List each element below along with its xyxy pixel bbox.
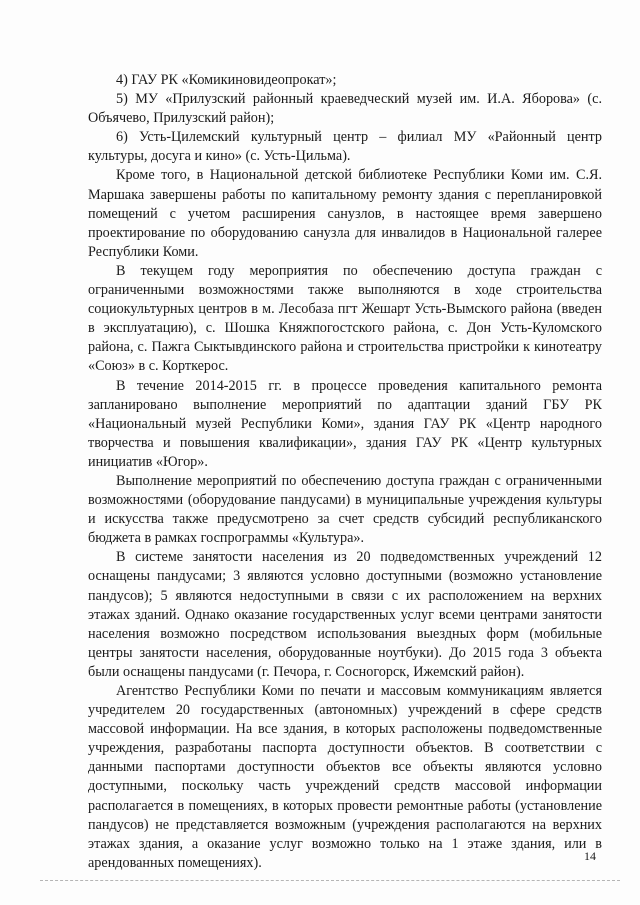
paragraph-press-agency: Агентство Республики Коми по печати и массовым коммуникациям является учредителем 20 государственных (автономных) учреждений в сфере средств массовой информации. На все здания, в которых расположены подведомственные учреждения, разработаны паспорта доступности объектов. В соответствии с данными паспортами доступности объектов все объекты являются условно доступными, поскольку часть учреждений средств массовой информации располагается в помещениях, в которых провести ремонтные работы (установление пандусов) не представляется возможным (учреждения располагаются на верхних этажах здания, а оказание услуг возможно только на 1 этаже здания, или в арендованных помещениях). xyxy=(88,683,602,871)
list-item-6: 6) Усть-Цилемский культурный центр – филиал МУ «Районный центр культуры, досуга и кино» (с. Усть-Цильма). xyxy=(88,129,602,165)
scan-edge-line xyxy=(40,880,620,881)
paragraph-capital-repair: В течение 2014-2015 гг. в процессе проведения капитального ремонта запланировано выполнение мероприятий по адаптации зданий ГБУ РК «Национальный музей Республики Коми», здания ГАУ РК «Центр народного творчества и повышения квалификации», здания ГАУ РК «Центр культурных инициатив «Югор». xyxy=(88,377,602,470)
page-number: 14 xyxy=(584,849,596,863)
list-item-5: 5) МУ «Прилузский районный краеведческий музей им. И.А. Яборова» (с. Объячево, Прилузский район); xyxy=(88,91,602,127)
paragraph-employment-system: В системе занятости населения из 20 подведомственных учреждений 12 оснащены пандусами; 3 являются условно доступными (возможно установление пандусов); 5 являются недоступными в связи с их расположением на верхних этажах зданий. Однако оказание государственных услуг всеми центрами занятости населения возможно посредством использования выездных форм (мобильные центры занятости населения, оборудованные ноутбуки). До 2015 года 3 объекта были оснащены пандусами (г. Печора, г. Сосногорск, Ижемский район). xyxy=(88,549,602,680)
list-item-4: 4) ГАУ РК «Комикиновидеопрокат»; xyxy=(116,72,337,88)
paragraph-library-renovation: Кроме того, в Национальной детской библиотеке Республики Коми им. С.Я. Маршака завершены работы по капитальному ремонту здания с перепланировкой помещений с учетом расширения санузлов, в настоящее время завершено проектирование по оборудованию санузла для инвалидов в Национальной галерее Республики Коми. xyxy=(88,167,602,260)
paragraph-municipal-ramps: Выполнение мероприятий по обеспечению доступа граждан с ограниченными возможностями (оборудование пандусами) в муниципальные учреждения культуры и искусства также предусмотрено за счет средств субсидий республиканского бюджета в рамках госпрограммы «Культура». xyxy=(88,472,602,547)
paragraph-sociocultural-centers: В текущем году мероприятия по обеспечению доступа граждан с ограниченными возможностями также выполняются в ходе строительства социокультурных центров в м. Лесобаза пгт Жешарт Усть-Вымского района (введен в эксплуатацию), с. Шошка Княжпогостского района, с. Дон Усть-Куломского района, с. Пажга Сыктывдинского района и строительства пристройки к кинотеатру «Союз» в с. Корткерос. xyxy=(88,262,602,375)
body-text xyxy=(88,71,602,873)
